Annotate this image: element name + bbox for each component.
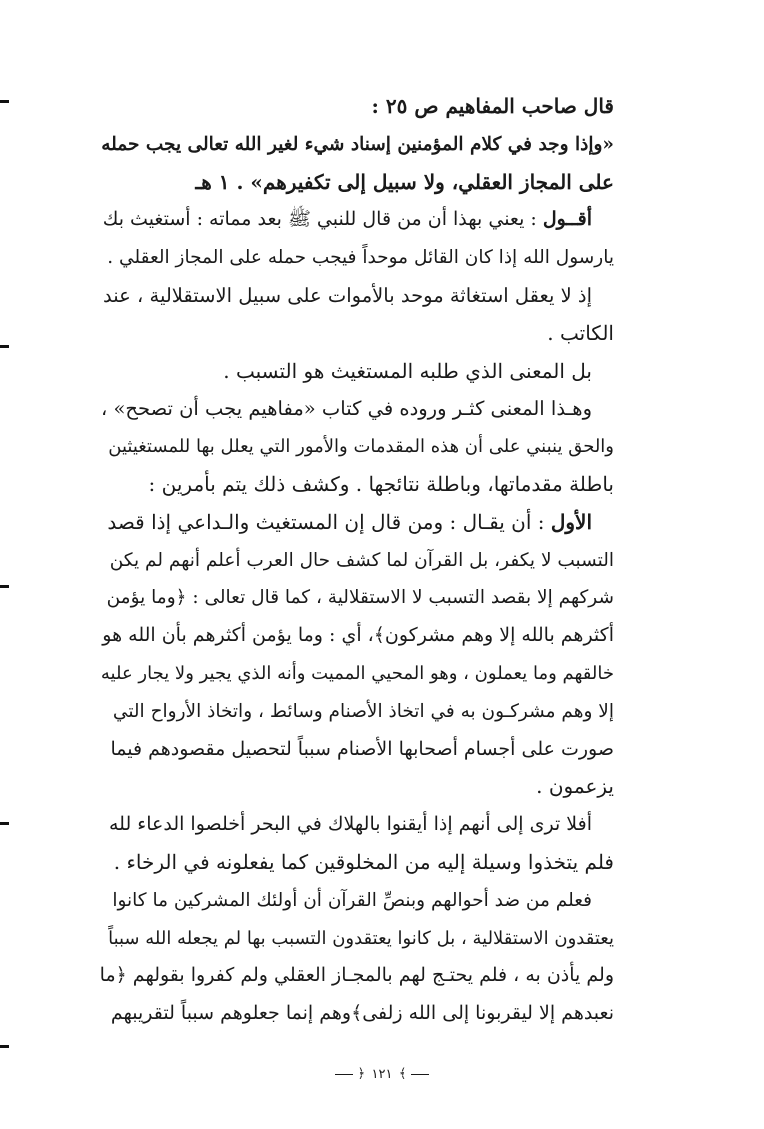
line-text: والحق ينبني على أن هذه المقدمات والأمور التي يعلل بها للمستغيثين bbox=[108, 436, 614, 458]
text-line bbox=[100, 882, 614, 920]
ornament-right: ﴾ bbox=[398, 1066, 407, 1082]
line-text: : أن يقـال : ومن قال إن المستغيث والـداعي إذا قصد bbox=[107, 509, 551, 534]
text-line bbox=[100, 542, 614, 580]
text-line bbox=[100, 655, 614, 693]
line-text: يعتقدون الاستقلالية ، بل كانوا يعتقدون التسبب بها لم يجعله الله سبباً bbox=[108, 927, 614, 949]
line-text: ولم يأذن به ، فلم يحتـج لهم بالمجـاز العقلي ولم كفروا بقولهم ﴿ما bbox=[99, 964, 614, 987]
page-number: ١٢١ bbox=[371, 1066, 393, 1082]
lead-word: أقــول bbox=[542, 208, 592, 231]
text-line bbox=[100, 466, 614, 504]
line-text: نعبدهم إلا ليقربونا إلى الله زلفى﴾وهم إنما جعلوهم سبباً لتقريبهم bbox=[110, 1002, 614, 1025]
line-text: بل المعنى الذي طلبه المستغيث هو التسبب . bbox=[223, 358, 592, 383]
margin-mark bbox=[0, 585, 9, 588]
line-text: خالقهم وما يعملون ، وهو المحيي المميت وأنه الذي يجير ولا يجار عليه bbox=[100, 662, 614, 684]
line-text: يارسول الله إذا كان القائل موحداً فيجب حمله على المجاز العقلي . bbox=[107, 247, 614, 269]
text-line bbox=[100, 353, 614, 391]
line-text: : يعني بهذا أن من قال للنبي ﷺ بعد مماته : أستغيث بك bbox=[102, 208, 543, 231]
text-line bbox=[100, 806, 614, 844]
body-text bbox=[100, 88, 614, 1033]
line-text: باطلة مقدماتها، وباطلة نتائجها . وكشف ذلك يتم بأمرين : bbox=[148, 471, 614, 496]
line-text: وهـذا المعنى كثـر وروده في كتاب «مفاهيم يجب أن تصحح» ، bbox=[100, 397, 592, 421]
text-line bbox=[100, 768, 614, 806]
text-line bbox=[100, 693, 614, 731]
line-text: التسبب لا يكفر، بل القرآن لما كشف حال العرب أعلم أنهم لم يكن bbox=[109, 549, 614, 571]
line-text: يزعمون . bbox=[536, 774, 614, 799]
line-text: شركهم إلا بقصد التسبب لا الاستقلالية ، كما قال تعالى : ﴿وما يؤمن bbox=[106, 587, 614, 609]
text-line bbox=[100, 428, 614, 466]
text-line bbox=[100, 126, 614, 164]
line-text: أفلا ترى إلى أنهم إذا أيقنوا بالهلاك في البحر أخلصوا الدعاء لله bbox=[108, 813, 592, 836]
margin-mark bbox=[0, 1045, 9, 1048]
footer-rule bbox=[335, 1074, 353, 1075]
text-line bbox=[100, 957, 614, 995]
text-line bbox=[100, 277, 614, 315]
ornament-left: ﴿ bbox=[357, 1066, 366, 1082]
text-line bbox=[100, 315, 614, 353]
text-line bbox=[100, 201, 614, 239]
line-text: صورت على أجسام أصحابها الأصنام سبباً لتحصيل مقصودهم فيما bbox=[110, 737, 614, 760]
text-line bbox=[100, 88, 614, 126]
lead-word: الأول bbox=[550, 509, 592, 534]
line-text: فعلم من ضد أحوالهم وبنصِّ القرآن أن أولئك المشركين ما كانوا bbox=[112, 889, 592, 911]
line-text: أكثرهم بالله إلا وهم مشركون﴾، أي : وما يؤمن أكثرهم بأن الله هو bbox=[102, 624, 614, 647]
line-text: الكاتب . bbox=[547, 320, 614, 345]
line-text: إلا وهم مشركـون به في اتخاذ الأصنام وسائط ، واتخاذ الأرواح التي bbox=[112, 700, 614, 722]
line-text: «وإذا وجد في كلام المؤمنين إسناد شيء لغير الله تعالى يجب حمله bbox=[101, 133, 614, 155]
text-line bbox=[100, 390, 614, 428]
line-text: قال صاحب المفاهيم ص ٢٥ : bbox=[371, 94, 614, 118]
text-line bbox=[100, 164, 614, 202]
text-line bbox=[100, 995, 614, 1033]
line-text: فلم يتخذوا وسيلة إليه من المخلوقين كما يفعلونه في الرخاء . bbox=[113, 849, 614, 874]
text-line bbox=[100, 239, 614, 277]
text-line bbox=[100, 844, 614, 882]
line-text: على المجاز العقلي، ولا سبيل إلى تكفيرهم» . ١ هـ bbox=[195, 169, 614, 194]
line-text: إذ لا يعقل استغاثة موحد بالأموات على سبيل الاستقلالية ، عند bbox=[103, 283, 592, 307]
text-line bbox=[100, 579, 614, 617]
page-footer bbox=[0, 1066, 764, 1082]
text-line bbox=[100, 504, 614, 542]
margin-mark bbox=[0, 100, 9, 103]
text-line bbox=[100, 617, 614, 655]
margin-mark bbox=[0, 345, 9, 348]
text-line bbox=[100, 731, 614, 769]
text-line bbox=[100, 920, 614, 958]
margin-mark bbox=[0, 822, 9, 825]
footer-rule bbox=[411, 1074, 429, 1075]
